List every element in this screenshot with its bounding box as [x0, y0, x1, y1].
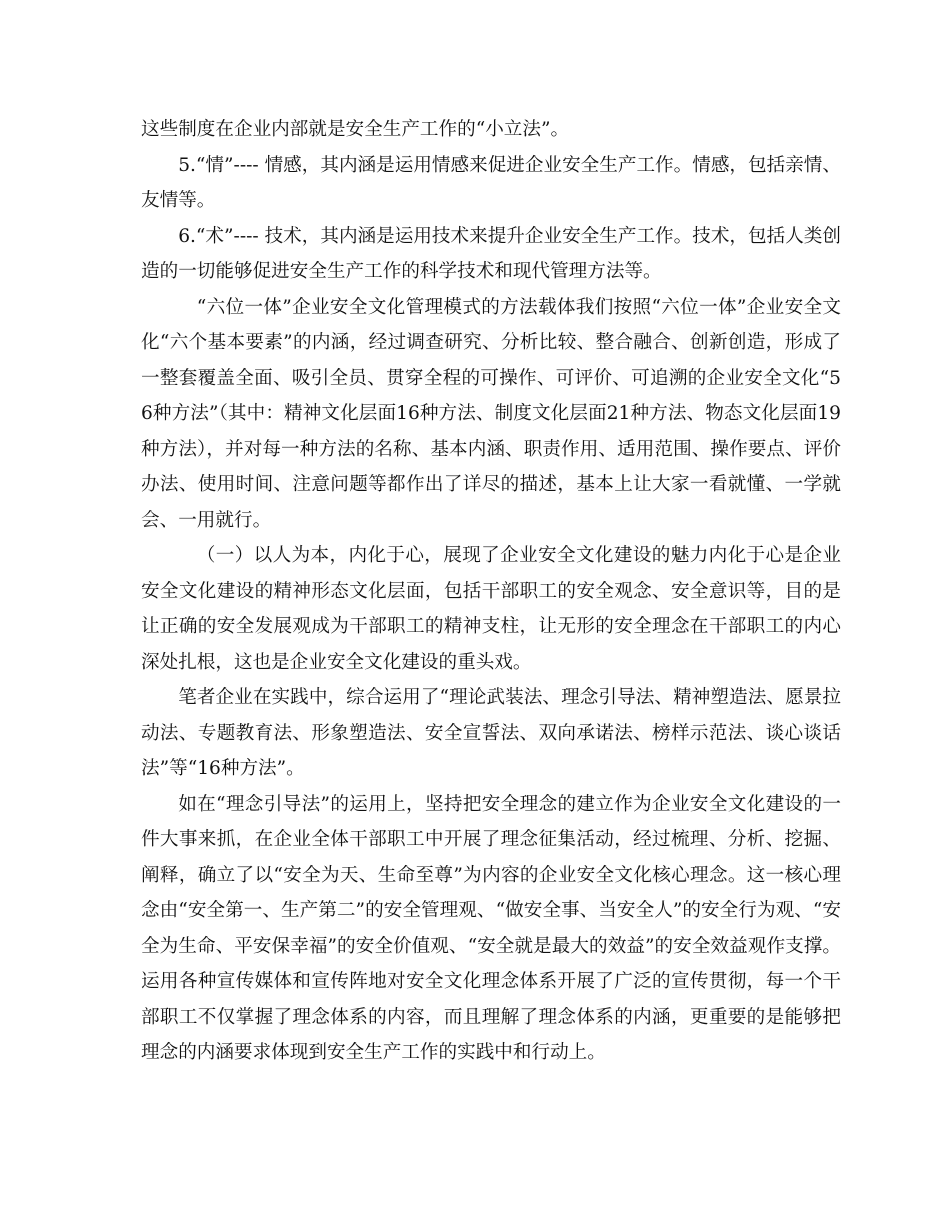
- paragraph-sixteen-methods: 笔者企业在实践中，综合运用了“理论武装法、理念引导法、精神塑造法、愿景拉动法、专题教育法、形象塑造法、安全宣誓法、双向承诺法、榜样示范法、谈心谈话法”等“16种方法”。: [141, 687, 841, 779]
- paragraph-regulations-continuation: 这些制度在企业内部就是安全生产工作的“小立法”。: [141, 119, 570, 140]
- paragraph-emotion-element: 5.“情”---- 情感，其内涵是运用情感来促进企业安全生产工作。情感，包括亲情、友情等。: [141, 154, 841, 211]
- document-body: [141, 112, 841, 1071]
- paragraph-concept-guidance: 如在“理念引导法”的运用上，坚持把安全理念的建立作为企业安全文化建设的一件大事来抓，在企业全体干部职工中开展了理念征集活动，经过梳理、分析、挖掘、阐释，确立了以“安全为天、生命至尊”为内容的企业安全文化核心理念。这一核心理念由“安全第一、生产第二”的安全管理观、“做安全事、当安全人”的安全行为观、“安全为生命、平安保幸福”的安全价值观、“安全就是最大的效益”的安全效益观作支撑。运用各种宣传媒体和宣传阵地对安全文化理念体系开展了广泛的宣传贯彻，每一个干部职工不仅掌握了理念体系的内容，而且理解了理念体系的内涵，更重要的是能够把理念的内涵要求体现到安全生产工作的实践中和行动上。: [141, 793, 841, 1063]
- paragraph-technology-element: 6.“术”---- 技术，其内涵是运用技术来提升企业安全生产工作。技术，包括人类创造的一切能够促进安全生产工作的科学技术和现代管理方法等。: [141, 225, 841, 282]
- paragraph-method-carrier: “六位一体”企业安全文化管理模式的方法载体我们按照“六位一体”企业安全文化“六个基本要素”的内涵，经过调查研究、分析比较、整合融合、创新创造，形成了一整套覆盖全面、吸引全员、贯穿全程的可操作、可评价、可追溯的企业安全文化“56种方法”（其中：精神文化层面16种方法、制度文化层面21种方法、物态文化层面19种方法），并对每一种方法的名称、基本内涵、职责作用、适用范围、操作要点、评价办法、使用时间、注意问题等都作出了详尽的描述，基本上让大家一看就懂、一学就会、一用就行。: [141, 296, 841, 531]
- paragraph-people-oriented: （一）以人为本，内化于心，展现了企业安全文化建设的魅力内化于心是企业安全文化建设的精神形态文化层面，包括干部职工的安全观念、安全意识等，目的是让正确的安全发展观成为干部职工的精神支柱，让无形的安全理念在干部职工的内心深处扎根，这也是企业安全文化建设的重头戏。: [141, 545, 841, 673]
